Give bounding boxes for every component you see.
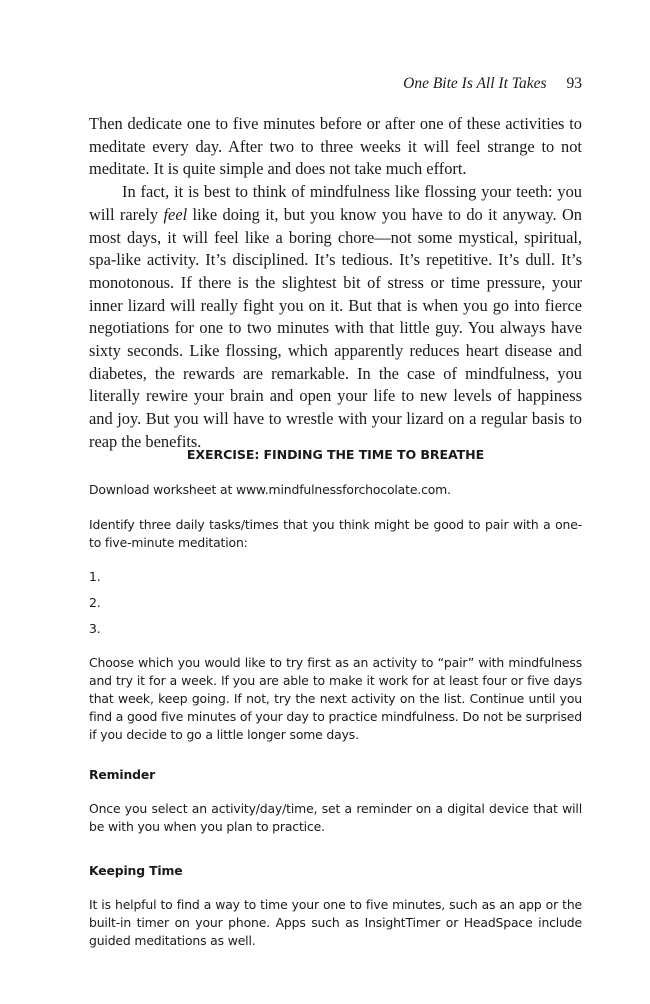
reminder-text: Once you select an activity/day/time, set a reminder on a digital device that will be with you when you plan to practice. (89, 801, 582, 834)
download-line: Download worksheet at www.mindfulnessforchocolate.com. (89, 482, 451, 497)
page-number: 93 (566, 75, 582, 92)
list-item: 2. (89, 595, 101, 610)
choose-instructions: Choose which you would like to try first as an activity to “pair” with mindfulness and try it for a week. If you are able to make it work for at least four or five days that week, keep going. If not, try the next activity on the list. Continue until you find a good five minutes of your day to practice mindfulness. Do not be surprised if you decide to go a little longer some days. (89, 655, 582, 742)
body-paragraph-2-rest: like doing it, but you know you have to do it anyway. On most days, it will feel like a boring chore—not some mystical, spiritual, spa-like activity. It’s disciplined. It’s tedious. It’s repetitive. It’s dull. It’s monotonous. If there is the slightest bit of stress or time pressure, your inner lizard will really fight you on it. But that is when you go into fierce negotiations for one to two minutes with that little guy. You always have sixty seconds. Like flossing, which apparently reduces heart disease and diabetes, the rewards are remarkable. In the case of mindfulness, you literally rewire your brain and open your life to new levels of happiness and joy. But you will have to wrestle with your lizard on a regular basis to reap the benefits. (89, 204, 582, 451)
list-item: 1. (89, 569, 101, 584)
body-paragraph-1: Then dedicate one to five minutes before or after one of these activities to meditate every day. After two to three weeks it will feel strange to not meditate. It is quite simple and does not take much effort. (89, 114, 582, 179)
running-head (403, 75, 582, 93)
reminder-heading: Reminder (89, 767, 156, 782)
keeping-time-text: It is helpful to find a way to time your one to five minutes, such as an app or the built-in timer on your phone. Apps such as InsightTimer or HeadSpace include guided meditations as well. (89, 897, 582, 948)
list-item: 3. (89, 621, 101, 636)
identify-instructions: Identify three daily tasks/times that you think might be good to pair with a one- to five-minute meditation: (89, 517, 582, 550)
blank-numbered-list (89, 568, 101, 646)
emphasis-feel: feel (163, 204, 188, 224)
keeping-time-heading: Keeping Time (89, 863, 183, 878)
body-paragraph-2 (89, 181, 582, 453)
exercise-heading: EXERCISE: FINDING THE TIME TO BREATHE (186, 447, 485, 462)
running-head-title: One Bite Is All It Takes (403, 75, 547, 92)
body-paragraph-2-start: In fact, it is best to think of mindfulness like flossing your teeth: you will rarely (89, 182, 582, 224)
body-text (89, 113, 582, 454)
